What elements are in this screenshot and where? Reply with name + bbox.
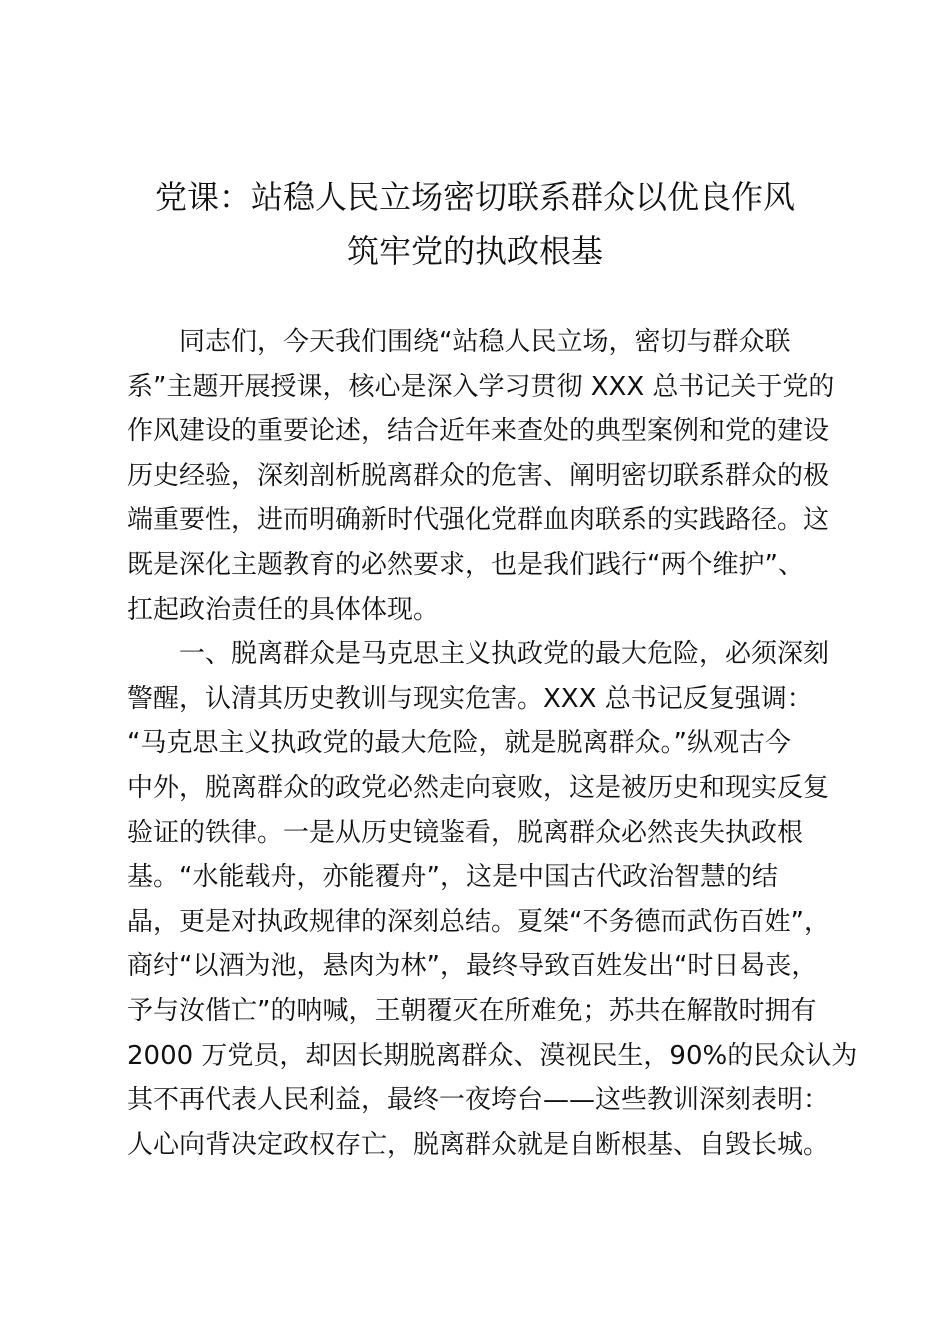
text-line: 既是深化主题教育的必然要求，也是我们践行“两个维护”、 [127, 549, 804, 580]
text-line: 2000 万党员，却因长期脱离群众、漠视民生，90%的民众认为 [127, 1040, 858, 1071]
text-line: 警醒，认清其历史教训与现实危害。XXX 总书记反复强调： [127, 683, 813, 714]
document-body [127, 320, 857, 1167]
text-line: 予与汝偕亡”的呐喊，王朝覆灭在所难免；苏共在解散时拥有 [127, 995, 817, 1026]
title-line-1: 党课：站稳人民立场密切联系群众以优良作风 [154, 178, 795, 216]
text-line: 作风建设的重要论述，结合近年来查处的典型案例和党的建设 [127, 416, 830, 447]
text-line: 系”主题开展授课，核心是深入学习贯彻 XXX 总书记关于党的 [127, 371, 835, 402]
document-title [100, 170, 850, 278]
text-line: 验证的铁律。一是从历史镜鉴看，脱离群众必然丧失执政根 [127, 817, 804, 848]
text-line: 端重要性，进而明确新时代强化党群血肉联系的实践路径。这 [127, 505, 830, 536]
text-line: 同志们，今天我们围绕“站稳人民立场，密切与群众联 [179, 327, 791, 357]
text-line: 基。“水能载舟，亦能覆舟”，这是中国古代政治智慧的结 [127, 862, 778, 893]
text-line: 人心向背决定政权存亡，脱离群众就是自断根基、自毁长城。 [127, 1129, 830, 1160]
paragraph-intro [127, 320, 857, 632]
text-line: 商纣“以酒为池，悬肉为林”，最终导致百姓发出“时日曷丧， [127, 951, 818, 982]
text-line: 历史经验，深刻剖析脱离群众的危害、阐明密切联系群众的极 [127, 460, 830, 491]
text-line: 其不再代表人民利益，最终一夜垮台——这些教训深刻表明： [127, 1085, 830, 1116]
text-line: “马克思主义执政党的最大危险，就是脱离群众。”纵观古今 [127, 728, 791, 759]
title-line-2: 筑牢党的执政根基 [346, 232, 603, 270]
text-line: 扛起政治责任的具体体现。 [127, 594, 440, 625]
section-heading-line: 一、脱离群众是马克思主义执政党的最大危险，必须深刻 [179, 639, 830, 670]
paragraph-section-1 [127, 632, 857, 1167]
text-line: 中外，脱离群众的政党必然走向衰败，这是被历史和现实反复 [127, 772, 830, 803]
text-line: 晶，更是对执政规律的深刻总结。夏桀“不务德而武伤百姓”， [127, 906, 830, 937]
